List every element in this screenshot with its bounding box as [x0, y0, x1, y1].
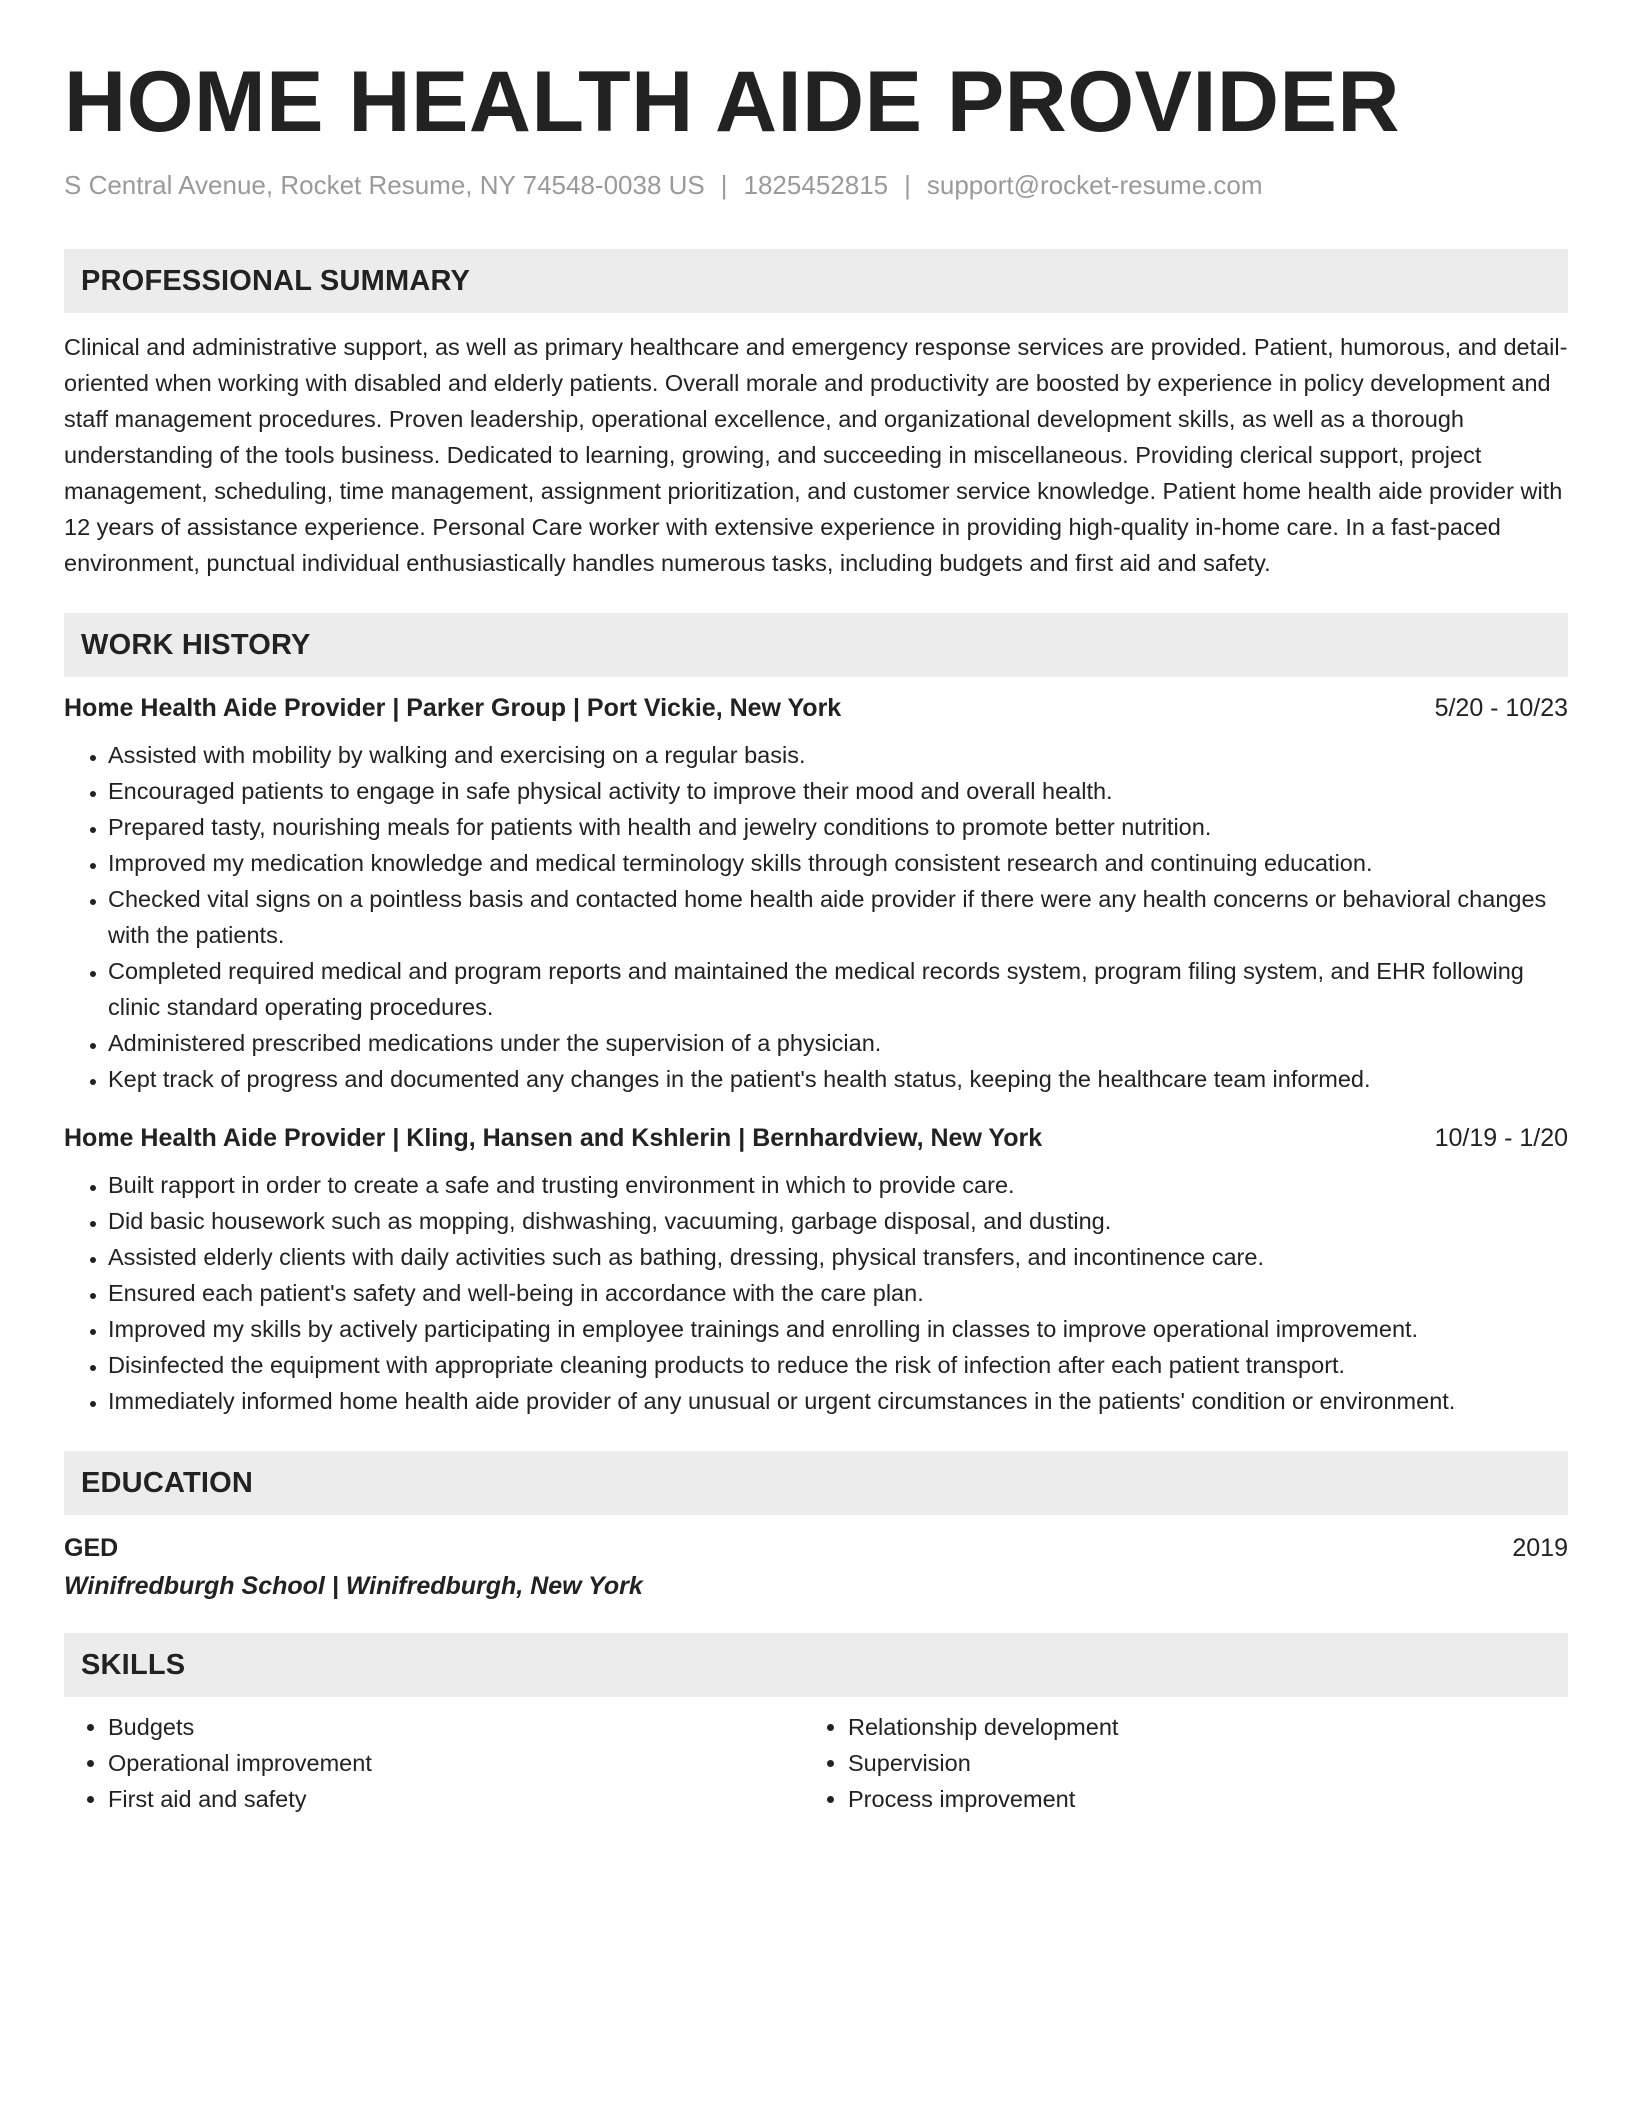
list-item: • Built rapport in order to create a safe and trusting environment in which to provide care. [108, 1167, 1568, 1203]
section-header-education: EDUCATION [64, 1451, 1568, 1515]
education-degree: GED [64, 1534, 119, 1562]
skill-item: • Process improvement [848, 1781, 1544, 1817]
skill-item: • First aid and safety [108, 1781, 804, 1817]
contact-line [64, 168, 1568, 202]
list-item: • Assisted elderly clients with daily activities such as bathing, dressing, physical transfers, and incontinence care. [108, 1239, 1568, 1275]
job-header [64, 691, 1568, 725]
list-item: • Assisted with mobility by walking and exercising on a regular basis. [108, 737, 1568, 773]
list-item: • Ensured each patient's safety and well-being in accordance with the care plan. [108, 1275, 1568, 1311]
education-school: Winifredburgh School | Winifredburgh, New York [64, 1572, 643, 1600]
list-item: • Immediately informed home health aide provider of any unusual or urgent circumstances in the patients' condition or environment. [108, 1383, 1568, 1419]
list-item: • Kept track of progress and documented any changes in the patient's health status, keeping the healthcare team informed. [108, 1061, 1568, 1097]
summary-text: Clinical and administrative support, as well as primary healthcare and emergency response services are provided. Patient, humorous, and detail-oriented when working with disabled and elderly patients. Overall morale and productivity are boosted by experience in policy development and staff management procedures. Proven leadership, operational excellence, and organizational development skills, as well as a thorough understanding of the tools business. Dedicated to learning, growing, and succeeding in miscellaneous. Providing clerical support, project management, scheduling, time management, assignment prioritization, and customer service knowledge. Patient home health aide provider with 12 years of assistance experience. Personal Care worker with extensive experience in providing high-quality in-home care. In a fast-paced environment, punctual individual enthusiastically handles numerous tasks, including budgets and first aid and safety. [64, 334, 1568, 576]
job-entry [64, 1121, 1568, 1419]
section-header-summary: PROFESSIONAL SUMMARY [64, 249, 1568, 313]
list-item: • Completed required medical and program reports and maintained the medical records system, program filing system, and EHR following clinic standard operating procedures. [108, 953, 1568, 1025]
section-header-work-history: WORK HISTORY [64, 613, 1568, 677]
skill-item: • Relationship development [848, 1709, 1544, 1745]
contact-address: S Central Avenue, Rocket Resume, NY 74548-0038 US [64, 170, 705, 200]
list-item: • Prepared tasty, nourishing meals for patients with health and jewelry conditions to promote better nutrition. [108, 809, 1568, 845]
list-item: • Improved my skills by actively participating in employee trainings and enrolling in classes to improve operational improvement. [108, 1311, 1568, 1347]
list-item: • Improved my medication knowledge and medical terminology skills through consistent research and continuing education. [108, 845, 1568, 881]
job-dates: 10/19 - 1/20 [1434, 1124, 1568, 1152]
skill-item: • Supervision [848, 1745, 1544, 1781]
job-dates: 5/20 - 10/23 [1434, 694, 1568, 722]
contact-email: support@rocket-resume.com [926, 170, 1263, 200]
job-header [64, 1121, 1568, 1155]
education-year: 2019 [1512, 1534, 1568, 1562]
education-entry [64, 1531, 1568, 1603]
list-item: • Administered prescribed medications under the supervision of a physician. [108, 1025, 1568, 1061]
contact-separator: | [720, 170, 728, 200]
job-bullets [64, 1167, 1568, 1419]
skills-column-right [804, 1709, 1544, 1817]
skill-item: • Budgets [108, 1709, 804, 1745]
list-item: • Did basic housework such as mopping, dishwashing, vacuuming, garbage disposal, and dusting. [108, 1203, 1568, 1239]
job-bullets [64, 737, 1568, 1097]
list-item: • Disinfected the equipment with appropriate cleaning products to reduce the risk of infection after each patient transport. [108, 1347, 1568, 1383]
contact-separator: | [904, 170, 911, 200]
contact-phone: 1825452815 [743, 170, 889, 200]
list-item: • Encouraged patients to engage in safe physical activity to improve their mood and overall health. [108, 773, 1568, 809]
job-title: Home Health Aide Provider | Parker Group | Port Vickie, New York [64, 694, 842, 722]
skills-list [64, 1697, 1568, 1817]
skills-column-left [64, 1709, 804, 1817]
job-title: Home Health Aide Provider | Kling, Hansen and Kshlerin | Bernhardview, New York [64, 1124, 1043, 1152]
resume-name: HOME HEALTH AIDE PROVIDER [64, 54, 1401, 150]
section-header-skills: SKILLS [64, 1633, 1568, 1697]
skill-item: • Operational improvement [108, 1745, 804, 1781]
job-entry [64, 691, 1568, 1097]
list-item: • Checked vital signs on a pointless basis and contacted home health aide provider if there were any health concerns or behavioral changes with the patients. [108, 881, 1568, 953]
education-header [64, 1531, 1568, 1565]
